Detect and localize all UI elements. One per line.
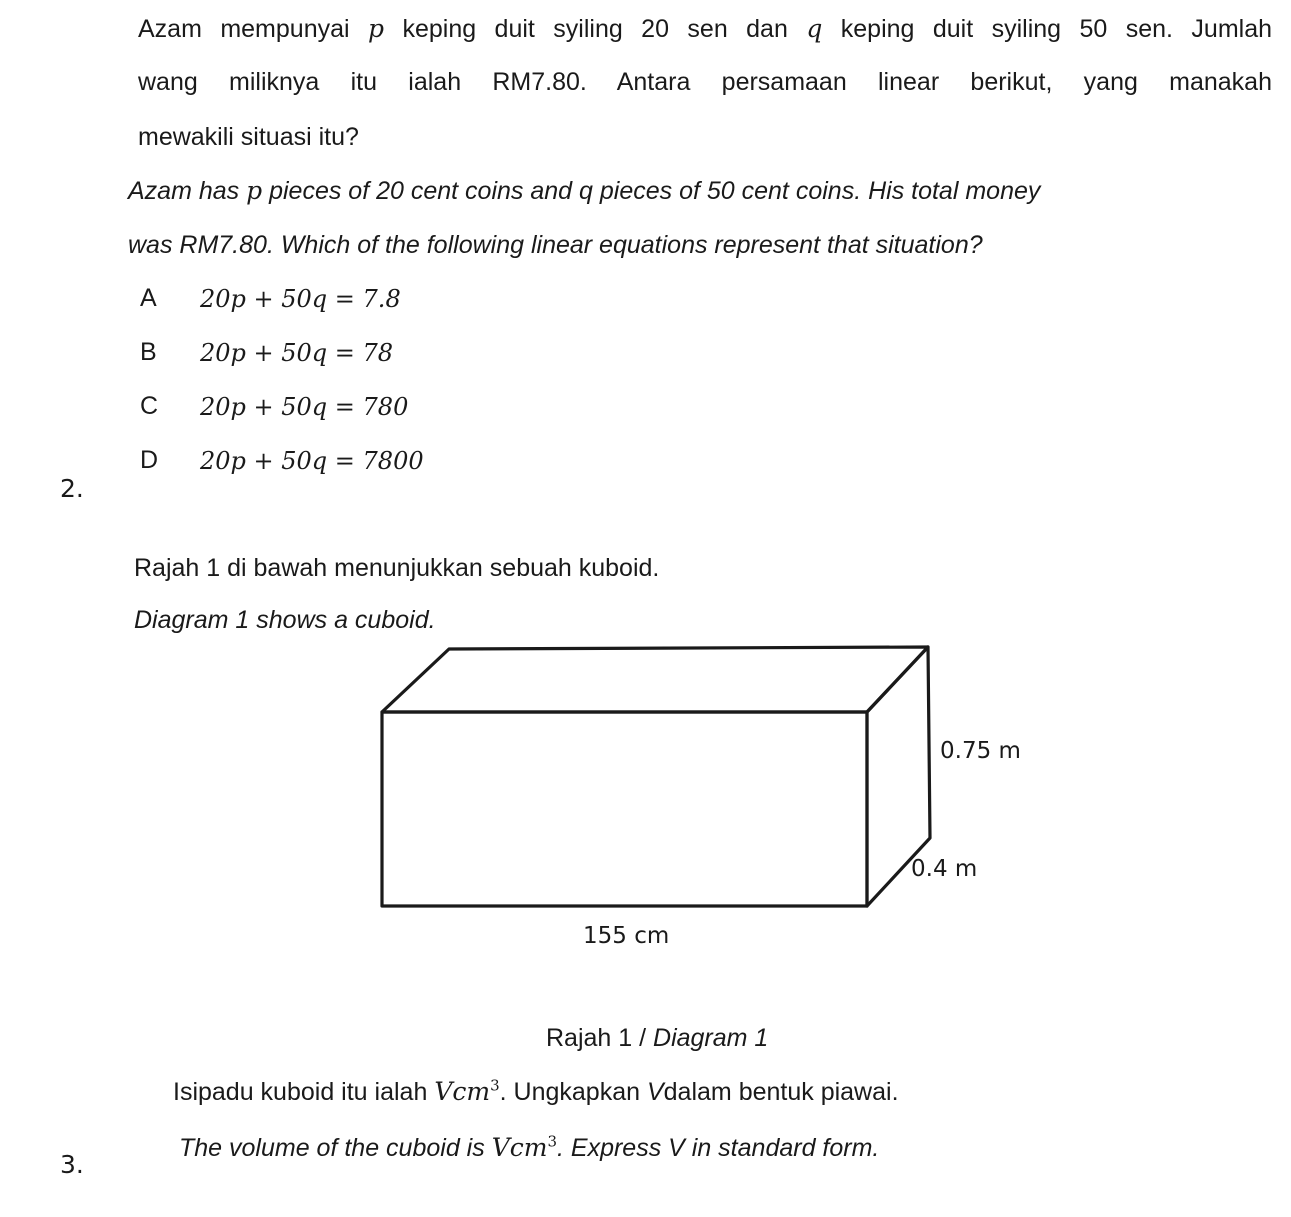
q2-malay-line3: mewakili situasi itu? — [138, 123, 359, 151]
option-d-letter: D — [140, 446, 159, 474]
option-c-letter: C — [140, 392, 159, 420]
q3-prompt-malay-a: Isipadu kuboid itu ialah — [173, 1078, 428, 1106]
depth-label: 0.4 m — [911, 856, 978, 882]
question-2-number: 2. — [60, 474, 84, 503]
var-v: V — [434, 1077, 453, 1106]
option-b-letter: B — [140, 338, 157, 366]
diagram-caption — [546, 1024, 768, 1053]
q2-malay-line2: wang miliknya itu ialah RM7.80. Antara persamaan linear berikut, yang manakah — [138, 68, 1272, 96]
unit-cm: cm — [452, 1077, 491, 1106]
question-3-number: 3. — [60, 1150, 84, 1179]
unit-exponent: 3 — [490, 1076, 500, 1095]
var-v-2: V — [646, 1078, 664, 1106]
diagram-caption-malay: Rajah 1 / — [546, 1024, 654, 1052]
q2-malay-line1-b: keping duit syiling 20 sen dan — [402, 15, 788, 43]
var-v-english: V — [491, 1133, 510, 1162]
length-label: 155 cm — [583, 923, 670, 949]
q2-malay-line1-a: Azam mempunyai — [138, 15, 350, 43]
q3-prompt-english — [179, 1133, 879, 1163]
option-a-letter: A — [140, 284, 157, 312]
var-q: q — [806, 14, 823, 43]
q2-english-line1-b: pieces of 20 cent coins and q pieces of 50 cent coins. His total money — [269, 177, 1041, 205]
unit-cm-english: cm — [509, 1133, 548, 1162]
var-p-english: p — [246, 176, 263, 205]
q3-prompt-malay — [173, 1077, 899, 1107]
unit-exponent-english: 3 — [547, 1132, 558, 1151]
q2-malay-line1-c: keping duit syiling 50 sen. Jumlah — [840, 15, 1273, 43]
q3-prompt-english-b: . Express V in standard form. — [557, 1134, 880, 1162]
q2-english-line2: was RM7.80. Which of the following linear equations represent that situation? — [128, 231, 983, 259]
var-p: p — [368, 14, 385, 43]
q3-intro-malay: Rajah 1 di bawah menunjukkan sebuah kuboid. — [134, 554, 660, 582]
diagram-caption-english: Diagram 1 — [653, 1024, 769, 1052]
cuboid-top-face — [382, 647, 928, 712]
cuboid-front-face — [382, 712, 867, 906]
height-label: 0.75 m — [940, 738, 1021, 764]
q3-prompt-english-a: The volume of the cuboid is — [179, 1134, 485, 1162]
option-a-equation: 20p + 50q = 7.8 — [200, 285, 401, 313]
q3-intro-english: Diagram 1 shows a cuboid. — [134, 606, 436, 634]
option-d-equation: 20p + 50q = 7800 — [200, 447, 424, 475]
q3-prompt-malay-c: dalam bentuk piawai. — [663, 1078, 899, 1106]
q3-prompt-malay-b: . Ungkapkan — [499, 1078, 641, 1106]
option-c-equation: 20p + 50q = 780 — [200, 393, 409, 421]
option-b-equation: 20p + 50q = 78 — [200, 339, 394, 367]
q2-english-line1-a: Azam has — [128, 177, 240, 205]
